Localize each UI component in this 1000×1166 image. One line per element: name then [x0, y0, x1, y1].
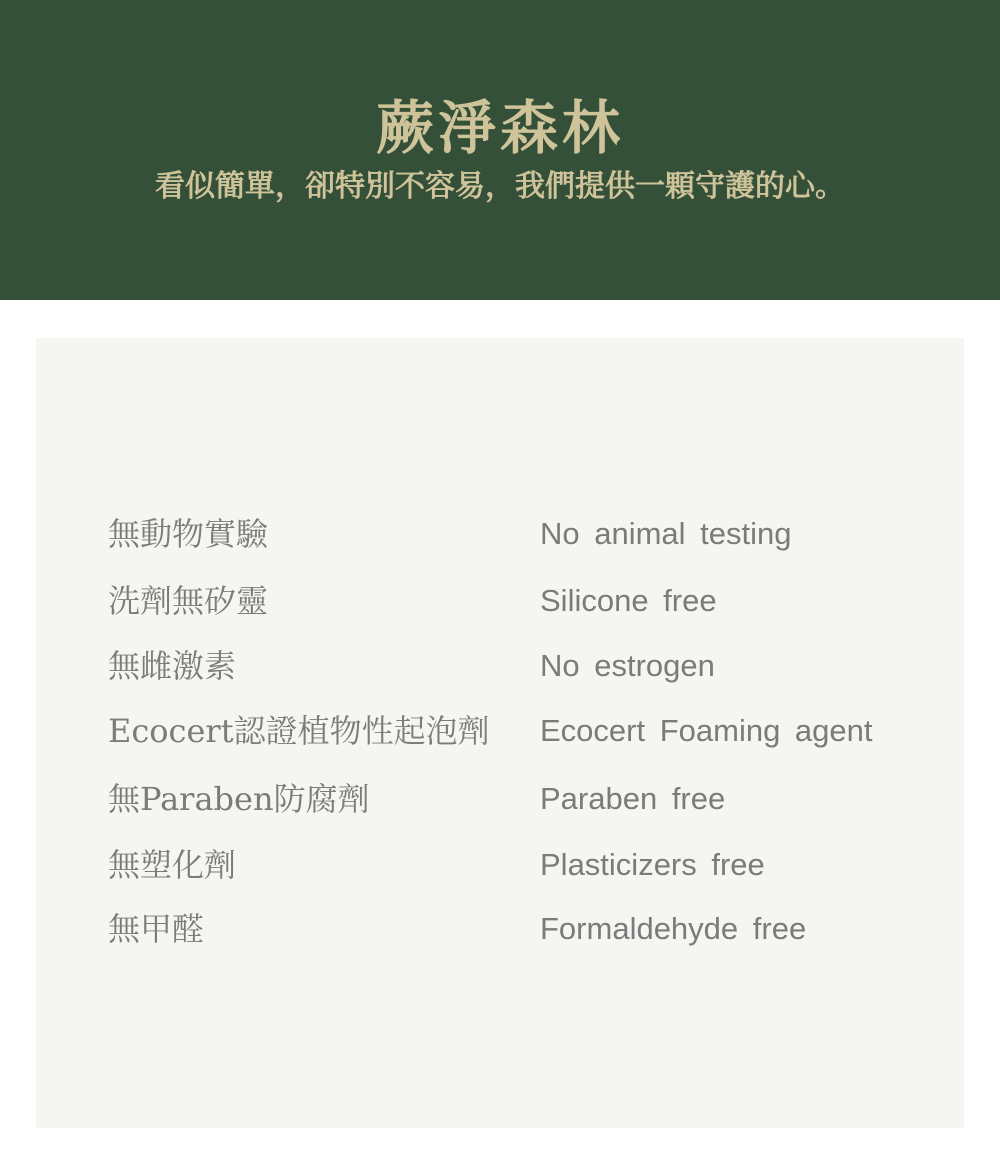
claim-label-en: No estrogen	[540, 648, 715, 683]
claim-label-zh: Ecocert認證植物性起泡劑	[108, 712, 490, 750]
claim-row-no-animal-testing	[36, 510, 964, 558]
claim-label-zh: 無塑化劑	[108, 846, 237, 884]
brand-tagline: 看似簡單，卻特別不容易，我們提供一顆守護的心。	[155, 169, 845, 204]
claim-row-no-estrogen	[36, 642, 964, 690]
claim-label-en: Formaldehyde free	[540, 911, 807, 946]
claim-label-zh: 無雌激素	[108, 647, 237, 685]
claim-label-zh: 無Paraben防腐劑	[108, 780, 370, 818]
claim-row-plasticizers-free	[36, 841, 964, 889]
claim-label-en: Ecocert Foaming agent	[540, 713, 873, 748]
claim-label-en: Silicone free	[540, 583, 717, 618]
claim-label-en: Plasticizers free	[540, 847, 765, 882]
product-claims-panel	[36, 338, 964, 1128]
claim-label-zh: 無甲醛	[108, 910, 205, 948]
claim-row-silicone-free	[36, 577, 964, 625]
claim-row-paraben-free	[36, 775, 964, 823]
claim-label-zh: 無動物實驗	[108, 515, 269, 553]
claim-label-en: Paraben free	[540, 781, 726, 816]
claim-label-zh: 洗劑無矽靈	[108, 582, 269, 620]
claim-row-ecocert-foaming-agent	[36, 707, 964, 755]
claim-label-en: No animal testing	[540, 516, 792, 551]
brand-title: 蕨淨森林	[375, 94, 624, 162]
brand-banner	[0, 0, 1000, 300]
claim-row-formaldehyde-free	[36, 905, 964, 953]
